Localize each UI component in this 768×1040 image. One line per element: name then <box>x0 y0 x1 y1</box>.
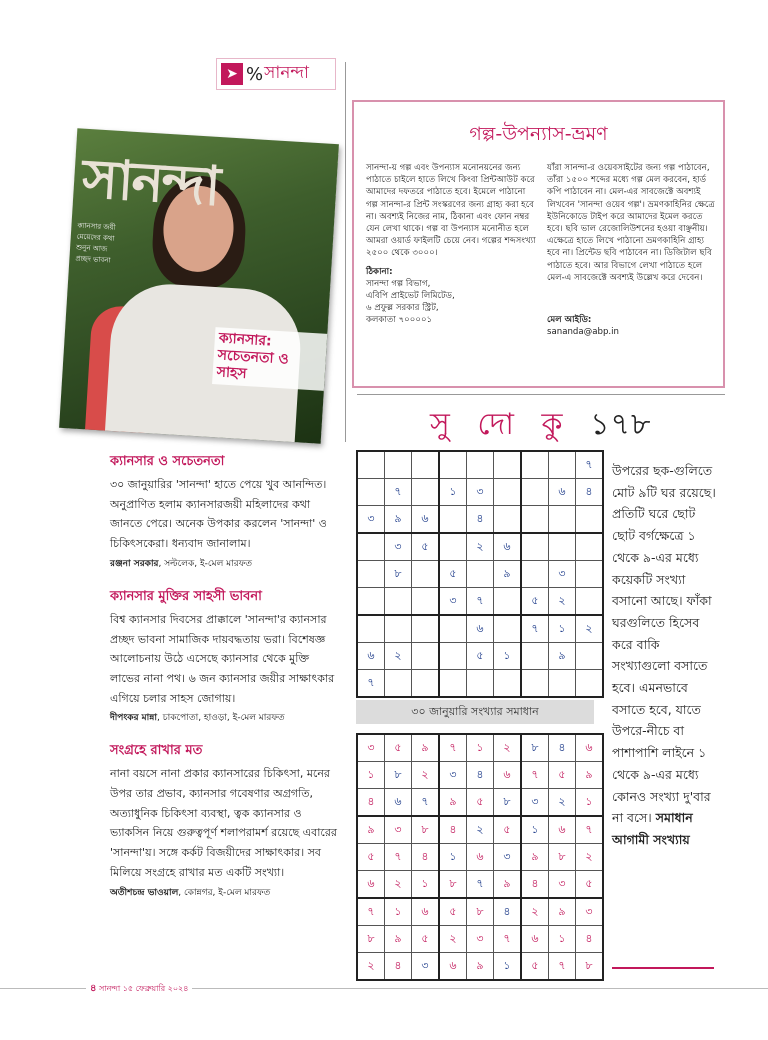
grid-cell: ৮ <box>385 561 412 588</box>
instructions-rule <box>612 967 714 969</box>
letter-heading: ক্যানসার ও সচেতনতা <box>110 454 225 469</box>
sudoku-solution-grid <box>356 733 604 981</box>
grid-row <box>357 953 603 981</box>
grid-cell: ১ <box>357 762 385 789</box>
reader-letters <box>110 452 340 916</box>
grid-cell: ৪ <box>494 898 522 926</box>
letter-place: , চাকপোতা, হাওড়া, ই-মেল মারফত <box>157 713 285 724</box>
letter <box>110 452 340 571</box>
letter <box>110 741 340 899</box>
sudoku-instructions <box>612 460 720 851</box>
grid-cell: ৮ <box>385 762 412 789</box>
instructions-bold: সমাধান আগামী সংখ্যায় <box>612 810 693 847</box>
grid-cell <box>412 670 440 698</box>
grid-cell: ২ <box>439 926 467 953</box>
grid-cell: ১ <box>549 926 576 953</box>
grid-cell <box>521 670 549 698</box>
grid-cell: ৬ <box>467 844 494 871</box>
grid-cell <box>494 506 522 534</box>
grid-cell: ৫ <box>439 561 467 588</box>
grid-cell: ৫ <box>412 533 440 561</box>
grid-cell: ১ <box>412 871 440 899</box>
grid-cell <box>412 479 440 506</box>
grid-cell: ৬ <box>494 762 522 789</box>
grid-cell: ৬ <box>494 533 522 561</box>
grid-cell: ১ <box>467 734 494 762</box>
grid-cell <box>521 643 549 670</box>
grid-cell: ২ <box>549 588 576 616</box>
sudoku-title <box>430 400 652 451</box>
grid-cell: ৩ <box>467 926 494 953</box>
grid-cell: ৪ <box>467 762 494 789</box>
grid-cell: ১ <box>549 615 576 643</box>
story-title: গল্প-উপন্যাস-ভ্রমণ <box>469 123 608 145</box>
letter-place: , সল্টলেক, ই-মেল মারফত <box>158 558 253 569</box>
grid-cell: ৩ <box>494 844 522 871</box>
grid-row <box>357 844 603 871</box>
grid-cell: ১ <box>439 844 467 871</box>
grid-cell: ৩ <box>576 898 604 926</box>
grid-cell: ৮ <box>576 953 604 981</box>
grid-cell <box>357 588 385 616</box>
grid-cell: ২ <box>576 844 604 871</box>
letter-heading: ক্যানসার মুক্তির সাহসী ভাবনা <box>110 588 262 604</box>
grid-row <box>357 816 603 844</box>
cover-headline: ক্যানসার: সচেতনতা ও সাহস <box>212 327 327 391</box>
grid-cell <box>576 533 604 561</box>
grid-cell: ৭ <box>357 670 385 698</box>
grid-cell <box>521 533 549 561</box>
grid-cell <box>576 561 604 588</box>
letter-heading: সংগ্রহে রাখার মত <box>110 743 203 759</box>
grid-cell: ৯ <box>412 734 440 762</box>
story-web-text: যাঁরা সানন্দা-র ওয়েবসাইটের জন্য গল্প পাঠাবেন, তাঁরা ১৫০০ শব্দের মধ্যে গল্প মেল করবেন, হার্ড কপি পাঠাবেন না। মেল-এর সাবজেক্টে অবশ্যই লিখবেন 'সানন্দা ওয়েব গল্প'। ভ্রমণকাহিনির ক্ষেত্রে ইউনিকোডে টাইপ করে আমাদের ইমেল করতে হবে। ছবি ভাল রেজোলিউশনের হওয়া বাঞ্ছনীয়। এক্ষেত্রে হাতে লিখে পাঠানো ভ্রমণকাহিনি গ্রাহ্য হবে না। প্রিন্টেড ছবি পাঠাবেন না। ডিজিটাল ছবি পাঠাতে হবে। আর বিভাগে লেখা পাঠাতে হলে মেল-এ সাবজেক্টে অবশ্যই উল্লেখ করে দেবেন। <box>547 163 715 283</box>
grid-cell <box>357 615 385 643</box>
grid-row <box>357 871 603 899</box>
footer-text: সানন্দা ১৫ ফেব্রুয়ারি ২০২৪ <box>99 984 189 993</box>
grid-cell <box>467 670 494 698</box>
grid-cell: ৭ <box>549 953 576 981</box>
column-divider <box>345 62 346 442</box>
grid-cell: ৮ <box>357 926 385 953</box>
grid-cell <box>576 506 604 534</box>
grid-cell: ৪ <box>439 816 467 844</box>
grid-cell: ৮ <box>412 816 440 844</box>
grid-cell: ৪ <box>576 479 604 506</box>
cover-blurb <box>75 220 148 268</box>
letter-signature <box>110 556 340 571</box>
grid-cell: ৯ <box>576 762 604 789</box>
story-column-web <box>547 162 717 338</box>
story-submission-box <box>352 100 725 388</box>
letter-place: , কোন্নগর, ই-মেল মারফত <box>178 887 271 898</box>
grid-cell: ৩ <box>439 762 467 789</box>
grid-cell: ৪ <box>357 789 385 817</box>
grid-row <box>357 734 603 762</box>
grid-cell: ৩ <box>385 816 412 844</box>
grid-cell: ২ <box>467 816 494 844</box>
grid-cell: ৩ <box>549 561 576 588</box>
grid-cell: ৫ <box>467 789 494 817</box>
grid-cell: ৩ <box>357 506 385 534</box>
cover-blurb-line: প্রচ্ছদ ভাবনা <box>75 254 111 265</box>
grid-cell: ২ <box>576 615 604 643</box>
grid-row <box>357 561 603 588</box>
grid-cell: ৯ <box>467 953 494 981</box>
grid-cell: ৬ <box>467 615 494 643</box>
solution-caption: ৩০ জানুয়ারি সংখ্যার সমাধান <box>356 700 594 724</box>
grid-cell: ১ <box>494 643 522 670</box>
grid-cell: ৭ <box>385 844 412 871</box>
page-number: ৪ <box>90 983 97 994</box>
grid-cell <box>357 451 385 479</box>
grid-cell: ৫ <box>576 871 604 899</box>
grid-cell: ২ <box>521 898 549 926</box>
grid-cell <box>385 451 412 479</box>
grid-cell <box>521 506 549 534</box>
grid-cell <box>385 588 412 616</box>
grid-cell: ৯ <box>494 561 522 588</box>
grid-cell: ৯ <box>385 506 412 534</box>
grid-cell: ১ <box>385 898 412 926</box>
mail-label: মেল আইডি: <box>547 315 592 326</box>
grid-cell: ৬ <box>576 734 604 762</box>
grid-row <box>357 506 603 534</box>
grid-cell <box>439 506 467 534</box>
grid-cell <box>385 615 412 643</box>
grid-cell: ৭ <box>576 816 604 844</box>
letter-author: অতীশচন্দ্র ভাওয়াল <box>110 887 179 898</box>
letter <box>110 587 340 726</box>
grid-cell <box>412 615 440 643</box>
grid-cell: ৪ <box>467 506 494 534</box>
address-label: ঠিকানা: <box>366 266 393 277</box>
grid-cell <box>576 643 604 670</box>
grid-cell <box>357 533 385 561</box>
grid-cell <box>439 670 467 698</box>
grid-row <box>357 451 603 479</box>
grid-cell <box>521 561 549 588</box>
grid-cell: ৭ <box>357 898 385 926</box>
grid-cell <box>439 615 467 643</box>
grid-cell <box>439 451 467 479</box>
grid-cell <box>576 670 604 698</box>
grid-row <box>357 588 603 616</box>
grid-cell: ৫ <box>439 898 467 926</box>
grid-cell: ৭ <box>521 762 549 789</box>
grid-cell: ৮ <box>521 734 549 762</box>
grid-row <box>357 670 603 698</box>
cover-blurb-line: শুনুন আজ <box>75 243 108 254</box>
sananda-mark-icon: ➤ <box>221 63 243 85</box>
sudoku-puzzle-grid <box>356 450 604 698</box>
grid-cell: ৪ <box>576 926 604 953</box>
cover-blurb-line: ক্যানসার জয়ী <box>77 221 116 232</box>
grid-cell <box>412 561 440 588</box>
instructions-text: উপরের ছক-গুলিতে মোট ৯টি ঘর রয়েছে। প্রতিটি ঘরে ছোট ছোট বর্গক্ষেত্রে ১ থেকে ৯-এর মধ্যে কয়েকটি সংখ্যা বসানো আছে। ফাঁকা ঘরগুলিতে হিসেব করে বাকি সংখ্যাগুলো বসাতে হবে। এমনভাবে বসাতে হবে, যাতে উপরে-নীচে বা পাশাপাশি লাইনে ১ থেকে ৯-এর মধ্যে কোনও সংখ্যা দু'বার না বসে। <box>612 463 716 826</box>
cover-blurb-line: মেয়েদের কথা <box>76 232 115 243</box>
grid-cell: ১ <box>439 479 467 506</box>
grid-cell: ৫ <box>357 844 385 871</box>
grid-cell <box>467 451 494 479</box>
grid-row <box>357 643 603 670</box>
grid-cell: ৯ <box>549 643 576 670</box>
grid-cell: ৩ <box>357 734 385 762</box>
grid-cell <box>494 451 522 479</box>
letter-body: ৩০ জানুয়ারির 'সানন্দা' হাতে পেয়ে খুব আনন্দিত। অনুপ্রাণিত হলাম ক্যানসারজয়ী মহিলাদের কথা জানতে পেরে। অনেক উপকার করলেন 'সানন্দা' ও চিকিৎসকেরা। ধন্যবাদ জানালাম। <box>110 478 327 551</box>
grid-cell: ২ <box>494 734 522 762</box>
grid-cell: ৩ <box>385 533 412 561</box>
grid-cell <box>357 561 385 588</box>
story-column-print <box>366 162 536 327</box>
grid-cell: ১ <box>576 789 604 817</box>
grid-cell: ৫ <box>412 926 440 953</box>
grid-cell <box>521 479 549 506</box>
grid-cell: ৭ <box>412 789 440 817</box>
grid-cell: ৬ <box>549 816 576 844</box>
grid-row <box>357 479 603 506</box>
grid-cell: ২ <box>385 871 412 899</box>
grid-cell: ৫ <box>521 588 549 616</box>
grid-cell <box>549 506 576 534</box>
grid-cell: ৮ <box>439 871 467 899</box>
letter-signature <box>110 885 340 900</box>
grid-row <box>357 926 603 953</box>
grid-cell <box>439 643 467 670</box>
grid-cell <box>412 588 440 616</box>
grid-cell: ২ <box>357 953 385 981</box>
grid-cell: ৪ <box>412 844 440 871</box>
grid-cell: ৬ <box>549 479 576 506</box>
grid-cell: ৬ <box>439 953 467 981</box>
grid-cell: ৬ <box>357 643 385 670</box>
grid-cell <box>467 561 494 588</box>
grid-cell: ৭ <box>467 588 494 616</box>
grid-cell: ৮ <box>467 898 494 926</box>
grid-row <box>357 533 603 561</box>
grid-cell: ৩ <box>439 588 467 616</box>
grid-cell: ৫ <box>549 762 576 789</box>
logo-brand: সানন্দা <box>264 63 309 83</box>
grid-cell: ৭ <box>576 451 604 479</box>
grid-cell <box>494 670 522 698</box>
grid-cell: ৬ <box>385 789 412 817</box>
sudoku-title-text: সু দো কু <box>430 407 572 442</box>
grid-cell <box>549 670 576 698</box>
grid-row <box>357 762 603 789</box>
grid-cell <box>549 451 576 479</box>
grid-cell <box>494 588 522 616</box>
mail-address[interactable]: sananda@abp.in <box>547 327 619 338</box>
grid-cell: ৯ <box>385 926 412 953</box>
grid-cell: ৭ <box>521 615 549 643</box>
grid-cell: ৫ <box>521 953 549 981</box>
grid-cell: ৯ <box>439 789 467 817</box>
grid-cell <box>412 451 440 479</box>
letter-signature <box>110 710 340 725</box>
grid-cell: ২ <box>412 762 440 789</box>
grid-cell: ২ <box>467 533 494 561</box>
grid-cell: ২ <box>549 789 576 817</box>
grid-cell: ৫ <box>467 643 494 670</box>
story-print-text: সানন্দা-য় গল্প এবং উপন্যাস মনোনয়নের জন্য পাঠাতে চাইলে হাতে লিখে কিংবা প্রিন্টআউট করে আমাদের দফতরে পাঠাতে হবে। ইমেলে পাঠানো গল্প সানন্দা-র প্রিন্ট সংস্করণের জন্য গ্রাহ্য করা হবে না। অবশ্যই নিজের নাম, ঠিকানা এবং ফোন নম্বর যেন লেখা থাকে। গল্প বা উপন্যাস মনোনীত হলে আমরা ওয়ার্ড ফাইলটি চেয়ে নেব। গল্পের শব্দসংখ্যা ২৫০০ থেকে ৩০০০। <box>366 163 536 259</box>
page-footer <box>86 981 192 998</box>
grid-cell: ৩ <box>467 479 494 506</box>
grid-cell: ৯ <box>494 871 522 899</box>
grid-cell: ৮ <box>549 844 576 871</box>
grid-cell: ৬ <box>412 898 440 926</box>
address-line: এবিপি প্রাইভেট লিমিটেড, <box>366 291 455 302</box>
grid-cell: ৯ <box>357 816 385 844</box>
magazine-cover <box>59 128 339 443</box>
grid-cell: ৯ <box>549 898 576 926</box>
sudoku-issue-number: ১৭৮ <box>590 407 652 442</box>
grid-cell <box>494 615 522 643</box>
cover-masthead: সানন্দা <box>80 146 221 218</box>
grid-cell: ৭ <box>385 479 412 506</box>
grid-row <box>357 615 603 643</box>
grid-cell <box>494 479 522 506</box>
grid-cell: ৩ <box>521 789 549 817</box>
grid-cell: ৩ <box>412 953 440 981</box>
section-divider <box>357 394 725 395</box>
grid-cell <box>576 588 604 616</box>
sananda-logo <box>216 58 336 90</box>
letter-body: বিশ্ব ক্যানসার দিবসের প্রাক্কালে 'সানন্দা'র ক্যানসার প্রচ্ছদ ভাবনা সামাজিক দায়বদ্ধতায় ভরা। বিশেষজ্ঞ আলোচনায় উঠে এসেছে ক্যানসার থেকে মুক্তি লাভের নানা পথ। ৬ জন ক্যানসার জয়ীর সাক্ষাৎকার এগিয়ে চলার সাহস জোগায়। <box>110 612 335 705</box>
grid-cell: ২ <box>385 643 412 670</box>
address-line: কলকাতা ৭০০০০১ <box>366 315 433 326</box>
grid-cell: ৯ <box>521 844 549 871</box>
grid-cell: ৫ <box>385 734 412 762</box>
grid-cell: ৬ <box>412 506 440 534</box>
grid-cell: ৬ <box>521 926 549 953</box>
grid-cell <box>357 479 385 506</box>
grid-cell: ১ <box>494 953 522 981</box>
address-line: সানন্দা গল্প বিভাগ, <box>366 278 431 289</box>
grid-cell: ৬ <box>357 871 385 899</box>
letter-body: নানা বয়সে নানা প্রকার ক্যানসারের চিকিৎসা, মনের উপর তার প্রভাব, ক্যানসার গবেষণার অগ্রগতি, অত্যাধুনিক চিকিৎসা ব্যবস্থা, ত্বক ক্যানসার ও ভ্যাকসিন নিয়ে গুরুত্বপূর্ণ শলাপরামর্শ রয়েছে এবারের 'সানন্দা'য়। সঙ্গে কর্কট বিজয়ীদের সাক্ষাৎকার। সব মিলিয়ে সংগ্রহে রাখার মত একটি সংখ্যা। <box>110 767 337 879</box>
grid-cell: ৭ <box>494 926 522 953</box>
grid-cell: ৭ <box>467 871 494 899</box>
grid-cell: ৩ <box>549 871 576 899</box>
letter-author: রঞ্জনা সরকার <box>110 558 159 569</box>
grid-cell: ৪ <box>549 734 576 762</box>
grid-cell <box>412 643 440 670</box>
grid-cell: ৪ <box>385 953 412 981</box>
grid-cell: ১ <box>521 816 549 844</box>
grid-cell: ৪ <box>521 871 549 899</box>
grid-cell: ৫ <box>494 816 522 844</box>
grid-cell <box>549 533 576 561</box>
letter-author: দীপংকর মান্না <box>110 713 158 724</box>
grid-row <box>357 789 603 817</box>
logo-symbol: % <box>246 63 264 85</box>
grid-cell: ৮ <box>494 789 522 817</box>
address-line: ৬ প্রফুল্ল সরকার স্ট্রিট, <box>366 303 439 314</box>
grid-cell: ৭ <box>439 734 467 762</box>
grid-row <box>357 898 603 926</box>
grid-cell <box>385 670 412 698</box>
grid-cell <box>439 533 467 561</box>
grid-cell <box>521 451 549 479</box>
